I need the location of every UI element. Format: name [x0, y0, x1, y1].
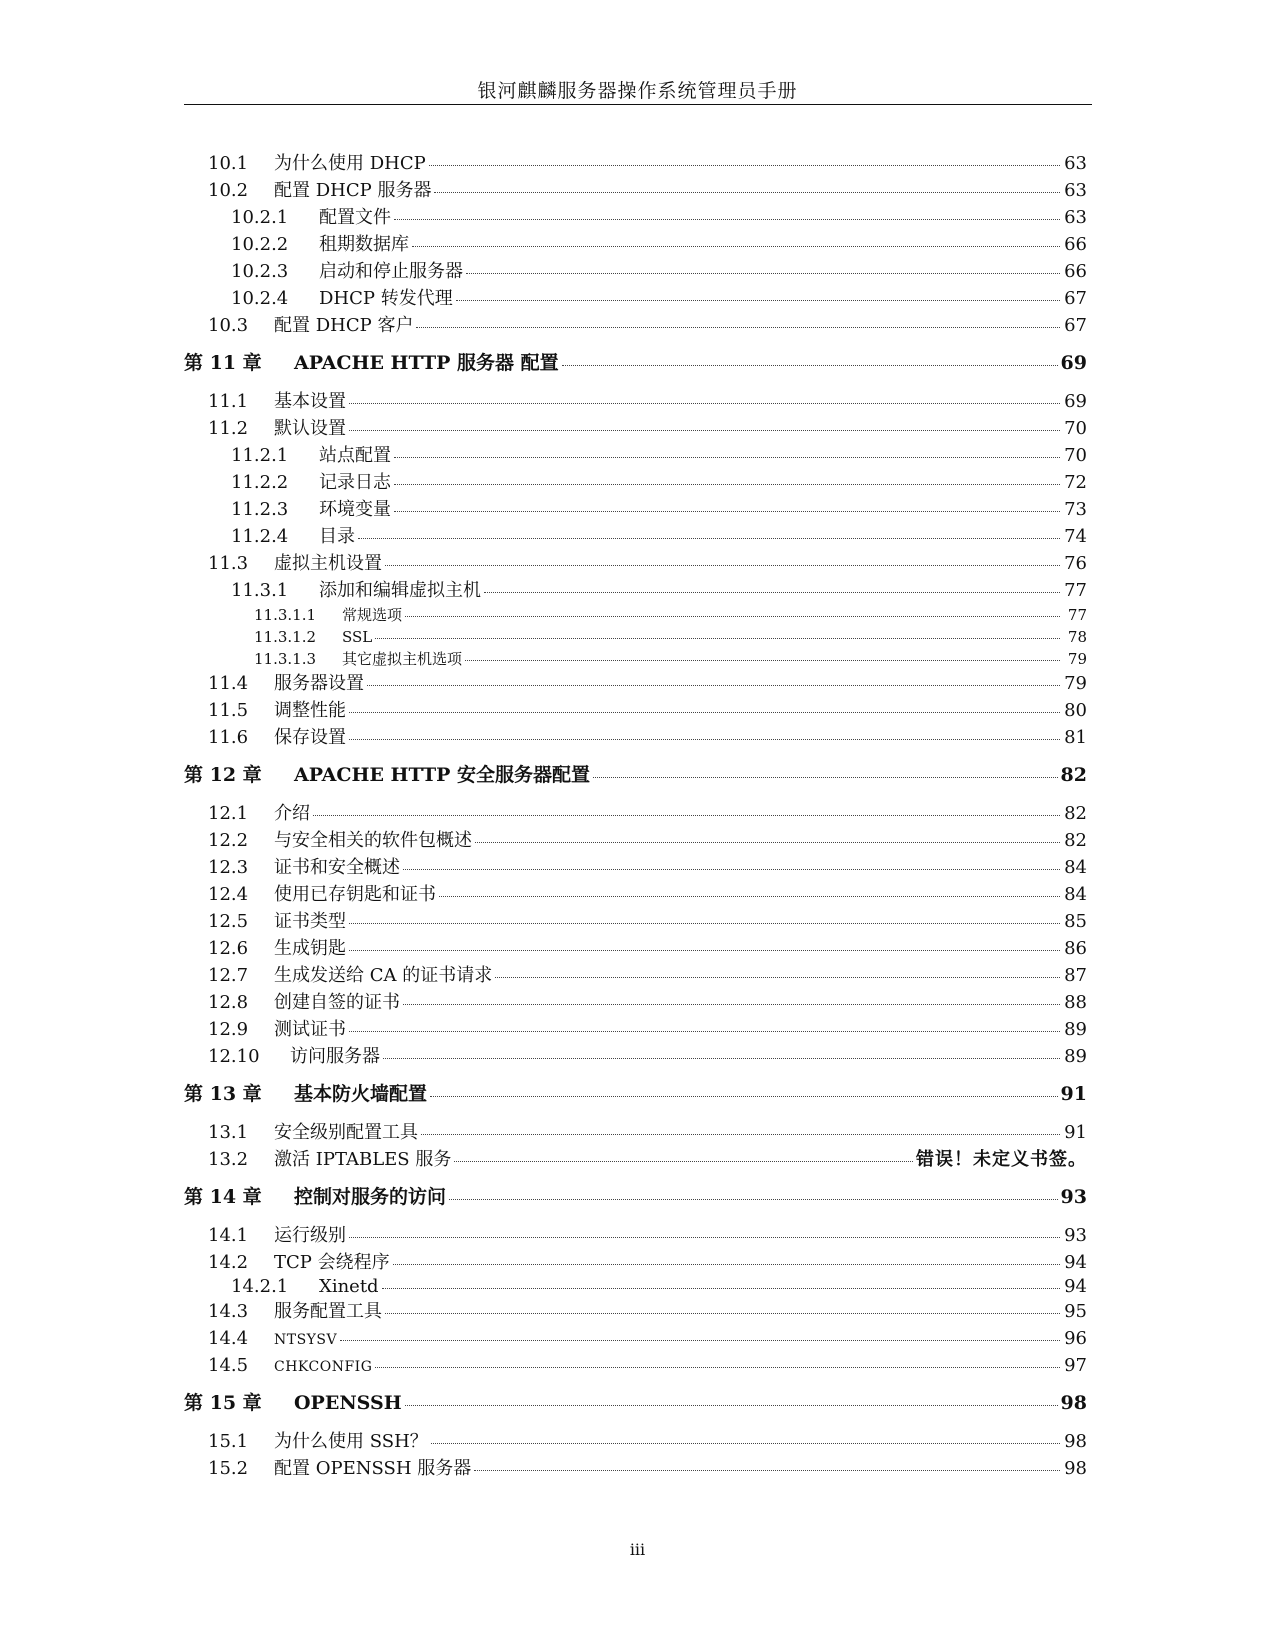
toc-entry[interactable] [184, 204, 1087, 231]
header-divider [184, 104, 1092, 105]
toc-entry-number: 第 12 章 [184, 764, 262, 786]
toc-entry-number: 12.9 [208, 1019, 249, 1040]
toc-entry-title: SSL [342, 628, 373, 646]
toc-entry[interactable] [184, 1043, 1087, 1070]
toc-entry-page: 94 [1064, 1276, 1087, 1297]
dot-leader [349, 1237, 1060, 1238]
table-of-contents [184, 150, 1087, 1482]
dot-leader [394, 511, 1060, 512]
toc-entry[interactable] [184, 1455, 1087, 1482]
toc-entry-title: 虚拟主机设置 [274, 553, 382, 574]
toc-chapter-entry[interactable] [184, 1183, 1087, 1212]
toc-entry-number: 12.5 [208, 911, 249, 932]
dot-leader [367, 685, 1060, 686]
dot-leader [439, 896, 1060, 897]
toc-entry-page: 69 [1060, 352, 1087, 374]
toc-entry-page: 66 [1064, 261, 1087, 282]
toc-entry-page: 79 [1067, 650, 1087, 668]
toc-entry-page: 89 [1064, 1046, 1087, 1067]
toc-entry-title: 生成发送给 CA 的证书请求 [274, 965, 493, 986]
toc-entry-page: 79 [1064, 673, 1087, 694]
toc-entry-number: 11.2.4 [231, 526, 289, 547]
toc-entry[interactable] [184, 854, 1087, 881]
toc-entry-title: CHKCONFIG [274, 1359, 373, 1375]
toc-entry-page: 63 [1064, 153, 1087, 174]
toc-entry-number: 15.2 [208, 1458, 249, 1479]
toc-entry-number: 12.7 [208, 965, 249, 986]
toc-entry[interactable] [184, 496, 1087, 523]
dot-leader [349, 739, 1060, 740]
toc-entry-title: 证书和安全概述 [274, 857, 400, 878]
dot-leader [349, 403, 1060, 404]
toc-entry-number: 11.3.1.2 [254, 628, 317, 646]
toc-entry-number: 14.1 [208, 1225, 249, 1246]
toc-entry[interactable] [184, 1222, 1087, 1249]
toc-entry-page: 84 [1064, 884, 1087, 905]
toc-entry-number: 第 15 章 [184, 1392, 262, 1414]
toc-entry-title: 启动和停止服务器 [319, 261, 463, 282]
dot-leader [349, 950, 1060, 951]
toc-entry-title: 保存设置 [274, 727, 346, 748]
dot-leader [358, 538, 1060, 539]
toc-entry-page: 74 [1064, 526, 1087, 547]
toc-entry-number: 12.1 [208, 803, 249, 824]
toc-entry-page: 80 [1064, 700, 1087, 721]
toc-entry-title: DHCP 转发代理 [319, 288, 453, 309]
toc-entry[interactable] [184, 1276, 1087, 1298]
toc-entry-title: 访问服务器 [290, 1046, 380, 1067]
toc-entry[interactable] [184, 150, 1087, 177]
dot-leader [403, 1004, 1060, 1005]
toc-entry-title: 生成钥匙 [274, 938, 346, 959]
toc-entry-title: 其它虚拟主机选项 [342, 650, 463, 668]
toc-entry-number: 14.3 [208, 1301, 249, 1322]
dot-leader [430, 1096, 1058, 1097]
toc-chapter-entry[interactable] [184, 1389, 1087, 1418]
page-number: iii [629, 1540, 646, 1559]
toc-entry-number: 11.5 [208, 700, 249, 721]
toc-entry-number: 12.2 [208, 830, 249, 851]
toc-entry-title: APACHE HTTP 服务器 配置 [294, 352, 559, 374]
dot-leader [313, 815, 1060, 816]
dot-leader [449, 1199, 1058, 1200]
toc-entry-number: 14.5 [208, 1355, 249, 1376]
toc-entry-page: 77 [1064, 580, 1087, 601]
toc-entry-title: 目录 [319, 526, 355, 547]
dot-leader [416, 327, 1060, 328]
toc-entry-title: 环境变量 [319, 499, 391, 520]
toc-entry-number: 10.2 [208, 180, 249, 201]
dot-leader [431, 1443, 1060, 1444]
toc-entry-page: 67 [1064, 288, 1087, 309]
toc-entry[interactable] [184, 312, 1087, 339]
dot-leader [394, 457, 1060, 458]
dot-leader [475, 842, 1060, 843]
dot-leader [394, 219, 1060, 220]
toc-entry-number: 14.4 [208, 1328, 249, 1349]
toc-entry[interactable] [184, 177, 1087, 204]
dot-leader [429, 165, 1060, 166]
toc-entry-page: 63 [1064, 180, 1087, 201]
toc-entry-title: 默认设置 [274, 418, 346, 439]
toc-entry[interactable] [184, 1119, 1087, 1146]
toc-entry-number: 11.2.2 [231, 472, 289, 493]
toc-entry-number: 10.2.4 [231, 288, 289, 309]
toc-entry-page: 72 [1064, 472, 1087, 493]
dot-leader [593, 777, 1058, 778]
dot-leader [474, 1470, 1060, 1471]
toc-entry[interactable] [184, 1249, 1087, 1276]
toc-entry-number: 12.8 [208, 992, 249, 1013]
dot-leader [465, 660, 1060, 661]
toc-entry-page: 93 [1064, 1225, 1087, 1246]
dot-leader [405, 1405, 1058, 1406]
toc-entry-page: 98 [1064, 1431, 1087, 1452]
toc-entry-title: 创建自签的证书 [274, 992, 400, 1013]
toc-entry[interactable] [184, 388, 1087, 415]
dot-leader [405, 616, 1060, 617]
toc-entry-title: 常规选项 [342, 606, 403, 624]
toc-entry[interactable] [184, 523, 1087, 550]
dot-leader [466, 273, 1060, 274]
toc-entry-title: 激活 IPTABLES 服务 [274, 1149, 452, 1170]
toc-entry-title: 配置 DHCP 客户 [274, 315, 414, 336]
toc-entry[interactable] [184, 415, 1087, 442]
dot-leader [383, 1058, 1060, 1059]
dot-leader [349, 923, 1060, 924]
toc-entry[interactable] [184, 258, 1087, 285]
toc-entry-title: 服务器设置 [274, 673, 364, 694]
toc-entry-number: 第 14 章 [184, 1186, 262, 1208]
toc-entry-title: OPENSSH [294, 1392, 402, 1414]
toc-entry[interactable] [184, 469, 1087, 496]
toc-entry-number: 11.2 [208, 418, 249, 439]
toc-entry-title: TCP 会绕程序 [274, 1252, 390, 1273]
toc-entry-page: 77 [1067, 606, 1087, 624]
toc-entry-page: 95 [1064, 1301, 1087, 1322]
dot-leader [562, 365, 1058, 366]
toc-entry-title: 运行级别 [274, 1225, 346, 1246]
toc-entry-number: 11.3 [208, 553, 249, 574]
dot-leader [394, 484, 1060, 485]
dot-leader [382, 1288, 1060, 1289]
toc-entry-page: 67 [1064, 315, 1087, 336]
toc-entry-title: 测试证书 [274, 1019, 346, 1040]
toc-entry-number: 13.2 [208, 1149, 249, 1170]
dot-leader [421, 1134, 1060, 1135]
toc-entry-title: 为什么使用 SSH？ [274, 1431, 428, 1452]
toc-entry-title: 控制对服务的访问 [294, 1186, 447, 1208]
toc-entry-page: 70 [1064, 418, 1087, 439]
toc-entry-number: 11.3.1.1 [254, 606, 317, 624]
toc-entry[interactable] [184, 962, 1087, 989]
toc-entry-title: 使用已存钥匙和证书 [274, 884, 436, 905]
page-header-title: 银河麒麟服务器操作系统管理员手册 [477, 80, 798, 102]
dot-leader [434, 192, 1060, 193]
toc-entry-number: 11.3.1.3 [254, 650, 317, 668]
toc-entry-page: 86 [1064, 938, 1087, 959]
toc-entry-page: 78 [1067, 628, 1087, 646]
toc-entry-number: 10.2.3 [231, 261, 289, 282]
dot-leader [349, 712, 1060, 713]
toc-entry-title: 介绍 [274, 803, 310, 824]
toc-entry-page: 63 [1064, 207, 1087, 228]
toc-entry-page: 96 [1064, 1328, 1087, 1349]
toc-entry-title: 站点配置 [319, 445, 391, 466]
toc-entry-title: NTSYSV [274, 1332, 338, 1348]
toc-entry[interactable] [184, 827, 1087, 854]
toc-entry-number: 11.1 [208, 391, 249, 412]
toc-entry-number: 11.3.1 [231, 580, 289, 601]
toc-entry[interactable] [184, 1352, 1087, 1379]
toc-entry-page: 97 [1064, 1355, 1087, 1376]
toc-entry-title: 证书类型 [274, 911, 346, 932]
toc-entry-page: 85 [1064, 911, 1087, 932]
toc-entry-number: 10.3 [208, 315, 249, 336]
toc-entry-page: 87 [1064, 965, 1087, 986]
toc-entry-number: 11.4 [208, 673, 249, 694]
toc-entry[interactable] [184, 670, 1087, 697]
toc-entry-page: 69 [1064, 391, 1087, 412]
toc-entry-page: 81 [1064, 727, 1087, 748]
toc-chapter-entry[interactable] [184, 761, 1087, 790]
toc-entry[interactable] [184, 577, 1087, 604]
toc-entry-page: 82 [1064, 830, 1087, 851]
toc-entry-title: 配置文件 [319, 207, 391, 228]
toc-entry[interactable] [184, 800, 1087, 827]
toc-entry[interactable] [184, 285, 1087, 312]
toc-entry-number: 11.2.1 [231, 445, 289, 466]
toc-entry-page: 84 [1064, 857, 1087, 878]
toc-entry-number: 10.2.1 [231, 207, 289, 228]
dot-leader [385, 1313, 1060, 1314]
toc-entry-title: 租期数据库 [319, 234, 409, 255]
toc-entry-title: 配置 DHCP 服务器 [274, 180, 432, 201]
toc-entry[interactable] [184, 626, 1087, 648]
toc-entry[interactable] [184, 1428, 1087, 1455]
toc-entry-number: 10.2.2 [231, 234, 289, 255]
toc-entry-page: 91 [1064, 1122, 1087, 1143]
toc-entry-number: 第 13 章 [184, 1083, 262, 1105]
toc-entry-number: 15.1 [208, 1431, 249, 1452]
toc-entry-title: 为什么使用 DHCP [274, 153, 426, 174]
toc-chapter-entry[interactable] [184, 349, 1087, 378]
toc-entry-number: 第 11 章 [184, 352, 262, 374]
toc-entry-title: APACHE HTTP 安全服务器配置 [294, 764, 591, 786]
toc-entry-number: 14.2.1 [231, 1276, 289, 1297]
toc-entry-number: 12.10 [208, 1046, 260, 1067]
toc-entry-bookmark-error: 错误！未定义书签。 [916, 1149, 1087, 1170]
toc-entry-title: 安全级别配置工具 [274, 1122, 418, 1143]
dot-leader [349, 430, 1060, 431]
toc-entry[interactable] [184, 697, 1087, 724]
dot-leader [484, 592, 1060, 593]
dot-leader [349, 1031, 1060, 1032]
toc-entry-page: 82 [1064, 803, 1087, 824]
toc-entry[interactable] [184, 604, 1087, 626]
toc-entry[interactable] [184, 881, 1087, 908]
toc-entry-page: 98 [1064, 1458, 1087, 1479]
dot-leader [385, 565, 1060, 566]
dot-leader [340, 1340, 1060, 1341]
toc-entry-number: 13.1 [208, 1122, 249, 1143]
toc-entry-page: 66 [1064, 234, 1087, 255]
toc-entry-title: 基本防火墙配置 [294, 1083, 428, 1105]
toc-entry[interactable] [184, 724, 1087, 751]
toc-entry[interactable] [184, 935, 1087, 962]
toc-entry[interactable] [184, 231, 1087, 258]
toc-chapter-entry[interactable] [184, 1080, 1087, 1109]
toc-entry-number: 12.4 [208, 884, 249, 905]
toc-entry-number: 11.6 [208, 727, 249, 748]
toc-entry-number: 11.2.3 [231, 499, 289, 520]
toc-entry-title: 配置 OPENSSH 服务器 [274, 1458, 472, 1479]
toc-entry-title: 与安全相关的软件包概述 [274, 830, 472, 851]
toc-entry-page: 91 [1060, 1083, 1087, 1105]
toc-entry[interactable] [184, 648, 1087, 670]
toc-entry-page: 93 [1060, 1186, 1087, 1208]
toc-entry[interactable] [184, 1146, 1087, 1173]
toc-entry[interactable] [184, 908, 1087, 935]
dot-leader [375, 1367, 1060, 1368]
toc-entry-page: 94 [1064, 1252, 1087, 1273]
toc-entry[interactable] [184, 1016, 1087, 1043]
toc-entry-page: 98 [1060, 1392, 1087, 1414]
dot-leader [454, 1161, 913, 1162]
toc-entry[interactable] [184, 550, 1087, 577]
toc-entry-title: Xinetd [319, 1276, 379, 1297]
toc-entry[interactable] [184, 442, 1087, 469]
toc-entry-number: 12.3 [208, 857, 249, 878]
toc-entry-page: 70 [1064, 445, 1087, 466]
dot-leader [495, 977, 1060, 978]
toc-entry-page: 82 [1060, 764, 1087, 786]
toc-entry[interactable] [184, 989, 1087, 1016]
toc-entry-number: 10.1 [208, 153, 249, 174]
toc-entry[interactable] [184, 1325, 1087, 1352]
dot-leader [393, 1264, 1060, 1265]
toc-entry-page: 76 [1064, 553, 1087, 574]
toc-entry-title: 调整性能 [274, 700, 346, 721]
toc-entry-page: 88 [1064, 992, 1087, 1013]
toc-entry-number: 12.6 [208, 938, 249, 959]
toc-entry-title: 基本设置 [274, 391, 346, 412]
toc-entry-page: 73 [1064, 499, 1087, 520]
toc-entry-title: 记录日志 [319, 472, 391, 493]
dot-leader [456, 300, 1060, 301]
dot-leader [412, 246, 1060, 247]
toc-entry[interactable] [184, 1298, 1087, 1325]
toc-entry-number: 14.2 [208, 1252, 249, 1273]
toc-entry-title: 服务配置工具 [274, 1301, 382, 1322]
dot-leader [403, 869, 1060, 870]
toc-entry-page: 89 [1064, 1019, 1087, 1040]
dot-leader [375, 638, 1060, 639]
toc-entry-title: 添加和编辑虚拟主机 [319, 580, 481, 601]
